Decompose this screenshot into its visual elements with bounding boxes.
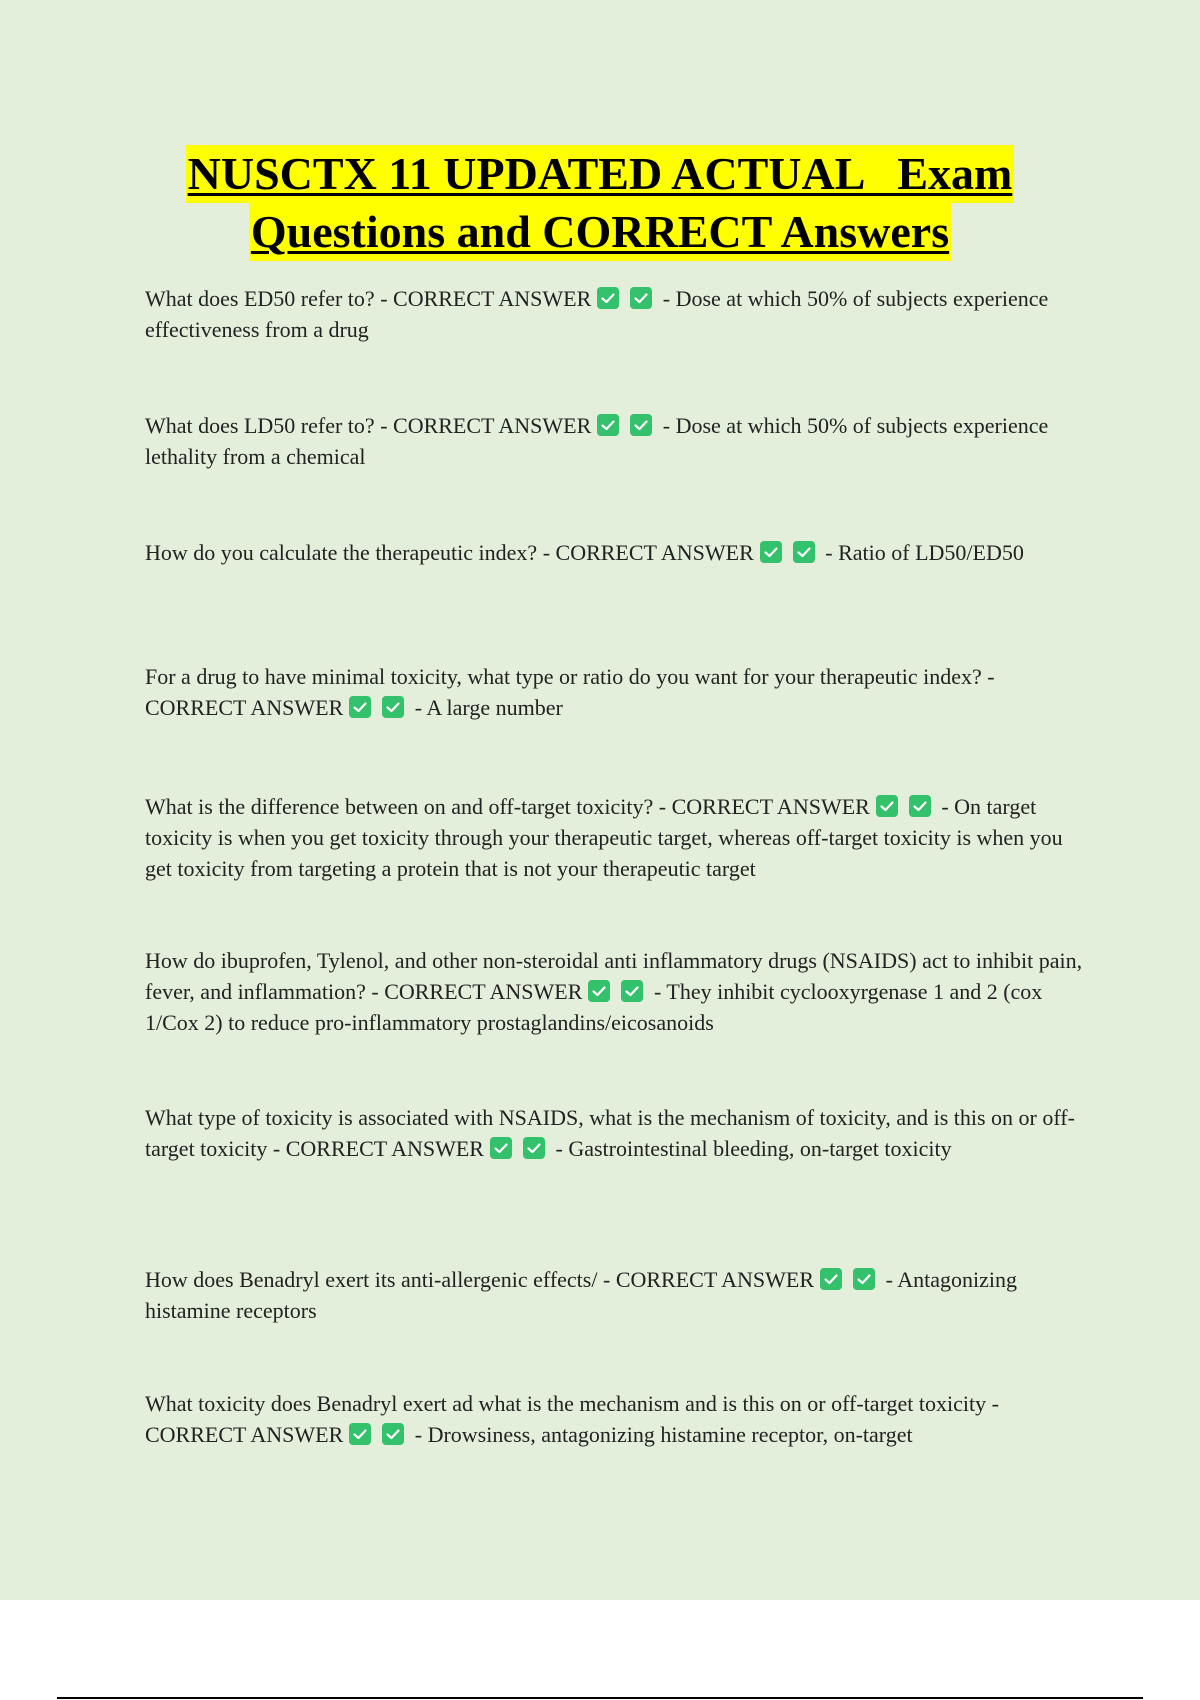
separator: - xyxy=(537,540,556,565)
check-icon xyxy=(490,1137,512,1159)
answer-text: Antagonizing histamine receptors xyxy=(145,1267,1017,1323)
qa-item xyxy=(145,537,1090,568)
check-icon xyxy=(793,541,815,563)
check-icon xyxy=(820,1268,842,1290)
qa-item xyxy=(145,661,1090,723)
question-text: For a drug to have minimal toxicity, what type or ratio do you want for your therapeutic index? xyxy=(145,664,982,689)
correct-answer-label: CORRECT ANSWER xyxy=(145,1422,344,1447)
qa-item xyxy=(145,410,1090,472)
separator: - xyxy=(374,286,394,311)
check-icon xyxy=(349,1423,371,1445)
question-text: What type of toxicity is associated with NSAIDS, what is the mechanism of toxicity, and is this on or off-target toxicity xyxy=(145,1105,1075,1161)
footer-divider xyxy=(57,1697,1143,1699)
qa-item xyxy=(145,1264,1090,1326)
separator: - xyxy=(365,979,385,1004)
answer-text: Dose at which 50% of subjects experience lethality from a chemical xyxy=(145,413,1049,469)
separator: - xyxy=(549,1136,569,1161)
separator: - xyxy=(653,794,672,819)
separator: - xyxy=(880,1267,898,1292)
check-icon xyxy=(382,696,404,718)
correct-answer-label: CORRECT ANSWER xyxy=(393,286,592,311)
title-line-2: Questions and CORRECT Answers xyxy=(249,203,951,261)
question-text: How do ibuprofen, Tylenol, and other non-steroidal anti inflammatory drugs (NSAIDS) act to inhibit pain, fever, and inflammation? xyxy=(145,948,1083,1004)
separator: - xyxy=(648,979,667,1004)
qa-item xyxy=(145,791,1090,884)
question-text: How do you calculate the therapeutic index? xyxy=(145,540,538,565)
check-icon xyxy=(382,1423,404,1445)
check-icon xyxy=(876,795,898,817)
qa-item xyxy=(145,1388,1090,1450)
check-icon xyxy=(349,696,371,718)
separator: - xyxy=(374,413,394,438)
answer-text: Drowsiness, antagonizing histamine receptor, on-target xyxy=(427,1422,913,1447)
check-icon xyxy=(760,541,782,563)
question-text: How does Benadryl exert its anti-allergenic effects/ xyxy=(145,1267,598,1292)
separator: - xyxy=(409,695,427,720)
answer-text: On target toxicity is when you get toxicity through your therapeutic target, whereas off-target toxicity is when you get toxicity from targeting a protein that is not your therapeutic target xyxy=(145,794,1063,881)
question-text: What is the difference between on and off-target toxicity? xyxy=(145,794,654,819)
check-icon xyxy=(909,795,931,817)
correct-answer-label: CORRECT ANSWER xyxy=(671,794,870,819)
correct-answer-label: CORRECT ANSWER xyxy=(384,979,583,1004)
separator: - xyxy=(657,286,676,311)
separator: - xyxy=(597,1267,616,1292)
correct-answer-label: CORRECT ANSWER xyxy=(615,1267,815,1292)
check-icon xyxy=(597,414,619,436)
separator: - xyxy=(986,1391,999,1416)
correct-answer-label: CORRECT ANSWER xyxy=(555,540,754,565)
check-icon xyxy=(588,980,610,1002)
check-icon xyxy=(853,1268,875,1290)
separator: - xyxy=(935,794,955,819)
document-title xyxy=(0,145,1200,261)
qa-item xyxy=(145,945,1090,1038)
correct-answer-label: CORRECT ANSWER xyxy=(285,1136,484,1161)
check-icon xyxy=(621,980,643,1002)
answer-text: Gastrointestinal bleeding, on-target toxicity xyxy=(568,1136,952,1161)
answer-text: A large number xyxy=(426,695,563,720)
answer-text: Dose at which 50% of subjects experience effectiveness from a drug xyxy=(145,286,1049,342)
check-icon xyxy=(523,1137,545,1159)
separator: - xyxy=(981,664,995,689)
correct-answer-label: CORRECT ANSWER xyxy=(145,695,344,720)
answer-text: Ratio of LD50/ED50 xyxy=(838,540,1024,565)
question-text: What does LD50 refer to? xyxy=(145,413,375,438)
correct-answer-label: CORRECT ANSWER xyxy=(393,413,592,438)
separator: - xyxy=(819,540,839,565)
question-text: What toxicity does Benadryl exert ad what is the mechanism and is this on or off-target toxicity xyxy=(145,1391,987,1416)
separator: - xyxy=(657,413,676,438)
answer-text: They inhibit cyclooxyrgenase 1 and 2 (cox 1/Cox 2) to reduce pro-inflammatory prostaglandins/eicosanoids xyxy=(145,979,1043,1035)
question-text: What does ED50 refer to? xyxy=(145,286,375,311)
separator: - xyxy=(267,1136,286,1161)
check-icon xyxy=(630,287,652,309)
check-icon xyxy=(630,414,652,436)
check-icon xyxy=(597,287,619,309)
title-line-1: NUSCTX 11 UPDATED ACTUAL Exam xyxy=(186,145,1015,203)
qa-item xyxy=(145,283,1090,345)
qa-item xyxy=(145,1102,1090,1164)
separator: - xyxy=(409,1422,428,1447)
